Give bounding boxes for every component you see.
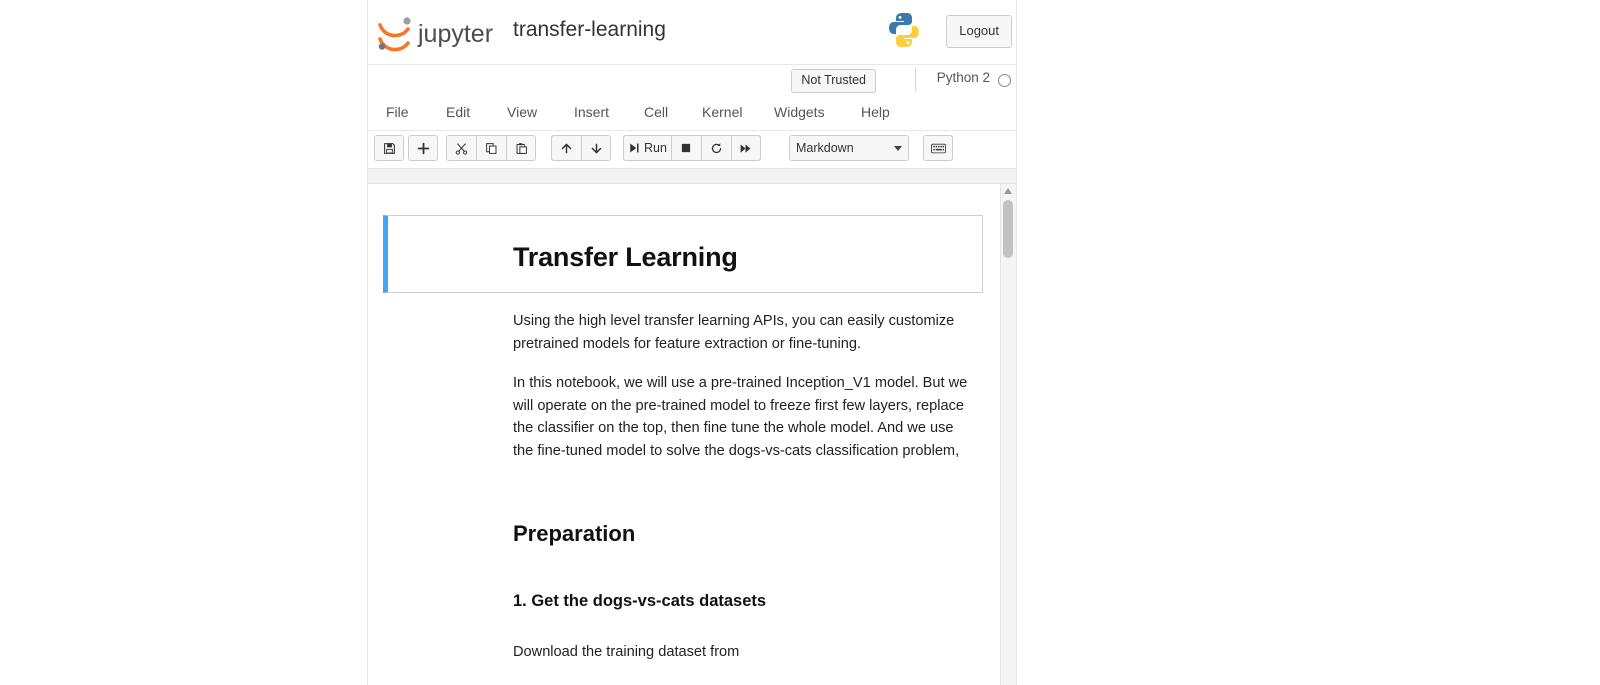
scrollbar-thumb[interactable] (1003, 200, 1013, 258)
stop-square-icon (680, 142, 692, 154)
paste-cell-button[interactable] (506, 135, 536, 161)
run-play-icon (628, 142, 640, 154)
notebook-top-strip (368, 169, 1016, 184)
insert-cell-below-button[interactable] (408, 135, 438, 161)
scissors-icon (455, 142, 468, 155)
move-cell-up-button[interactable] (551, 135, 581, 161)
fast-forward-icon (739, 142, 752, 155)
restart-kernel-button[interactable] (701, 135, 731, 161)
arrow-up-icon (560, 142, 573, 155)
status-divider (915, 67, 916, 91)
menu-widgets[interactable]: Widgets (774, 104, 825, 120)
copy-icon (485, 142, 498, 155)
logout-button[interactable]: Logout (946, 15, 1012, 48)
markdown-heading-preparation[interactable]: Preparation (513, 521, 636, 546)
save-button[interactable] (374, 135, 404, 161)
menu-insert[interactable]: Insert (574, 104, 610, 120)
notebook-header (368, 0, 1016, 65)
run-button-label: Run (644, 141, 667, 155)
menu-cell[interactable]: Cell (644, 104, 669, 120)
keyboard-icon (931, 143, 946, 154)
paste-icon (515, 142, 528, 155)
svg-text:jupyter: jupyter (418, 20, 494, 48)
jupyter-notebook-app (367, 0, 1017, 685)
markdown-paragraph-intro[interactable]: Using the high level transfer learning APIs, you can easily customize pretrained models for feature extraction or fine-tuning. (513, 313, 955, 352)
jupyter-logo-icon (374, 13, 504, 53)
notebook-status-row (368, 65, 1016, 97)
restart-circular-arrow-icon (710, 142, 723, 155)
toolbar (368, 131, 1016, 169)
menu-edit[interactable]: Edit (446, 104, 471, 120)
trust-status-badge[interactable]: Not Trusted (791, 69, 876, 93)
notebook-name[interactable]: transfer-learning (513, 18, 666, 41)
restart-run-all-button[interactable] (731, 135, 761, 161)
menu-file[interactable]: File (386, 104, 409, 120)
markdown-heading-get-datasets[interactable]: 1. Get the dogs-vs-cats datasets (513, 592, 767, 610)
notebook-cell-container (368, 184, 1001, 685)
cell-type-select[interactable] (789, 135, 909, 161)
command-palette-button[interactable] (923, 135, 953, 161)
menu-help[interactable]: Help (861, 104, 890, 120)
save-disk-icon (383, 142, 396, 155)
menubar (368, 97, 1016, 131)
notebook-body (368, 184, 1016, 685)
run-cell-button[interactable] (623, 135, 671, 161)
kernel-name-label: Python 2 (936, 70, 990, 85)
arrow-down-icon (590, 142, 603, 155)
scroll-up-arrow-icon[interactable] (1004, 188, 1012, 194)
interrupt-kernel-button[interactable] (671, 135, 701, 161)
move-cell-down-button[interactable] (581, 135, 611, 161)
jupyter-logo[interactable] (374, 13, 504, 53)
cut-cell-button[interactable] (446, 135, 476, 161)
cell-type-value: Markdown (796, 141, 854, 155)
markdown-heading-transfer-learning[interactable]: Transfer Learning (513, 242, 738, 272)
markdown-paragraph-download[interactable]: Download the training dataset from (513, 644, 740, 660)
menu-view[interactable]: View (507, 104, 538, 120)
plus-icon (417, 142, 430, 155)
python-logo-icon (886, 10, 922, 50)
menu-kernel[interactable]: Kernel (702, 104, 743, 120)
markdown-paragraph-description[interactable]: In this notebook, we will use a pre-trained Inception_V1 model. But we will operate on the pre-trained model to freeze first few layers, replace the classifier on the top, then fine tune the whole model. And we use the fine-tuned model to solve the dogs-vs-cats classification problem, (513, 375, 968, 459)
chevron-down-icon (894, 146, 902, 151)
notebook-scrollbar[interactable] (1000, 184, 1016, 685)
copy-cell-button[interactable] (476, 135, 506, 161)
kernel-idle-circle-icon[interactable] (998, 74, 1011, 87)
